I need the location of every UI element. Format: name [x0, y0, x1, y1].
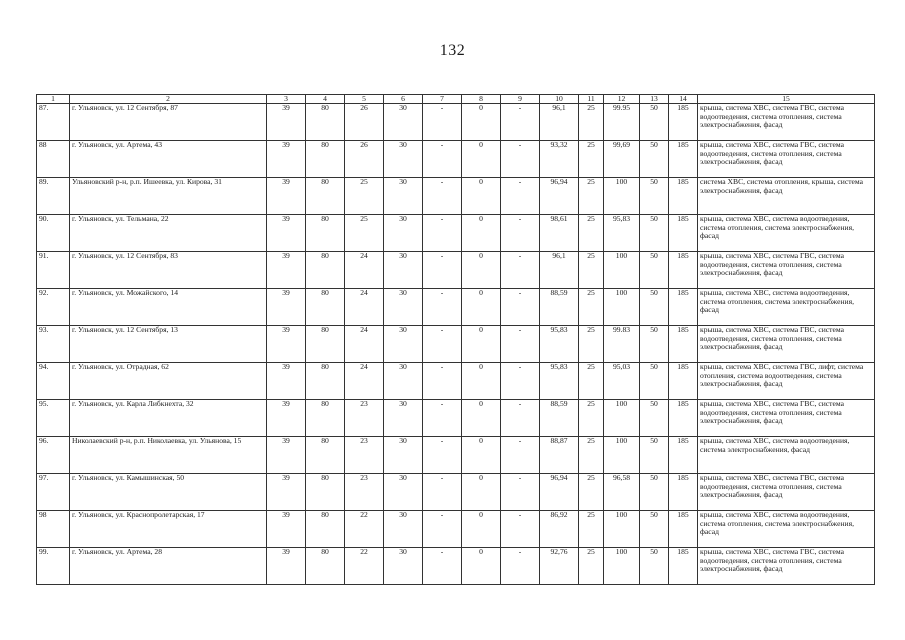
value-cell: 96,94	[540, 178, 579, 215]
table-row	[37, 326, 875, 363]
value-cell: 25	[345, 178, 384, 215]
table-row	[37, 400, 875, 437]
value-cell: 88,59	[540, 289, 579, 326]
value-cell: 99.83	[604, 326, 640, 363]
table-row	[37, 474, 875, 511]
value-cell: 0	[462, 141, 501, 178]
table-row	[37, 252, 875, 289]
value-cell: -	[501, 363, 540, 400]
value-cell: 25	[579, 474, 604, 511]
value-cell: 24	[345, 252, 384, 289]
value-cell: 25	[579, 104, 604, 141]
value-cell: 98,61	[540, 215, 579, 252]
value-cell: 185	[669, 548, 698, 585]
value-cell: -	[501, 289, 540, 326]
value-cell: 185	[669, 104, 698, 141]
value-cell: 50	[640, 289, 669, 326]
value-cell: 99.95	[604, 104, 640, 141]
value-cell: 185	[669, 252, 698, 289]
value-cell: 80	[306, 289, 345, 326]
works-cell: крыша, система ХВС, система ГВС, система водоотведения, система отопления, система электроснабжения, фасад	[698, 548, 875, 585]
column-header: 11	[579, 95, 604, 104]
value-cell: -	[423, 215, 462, 252]
value-cell: 50	[640, 437, 669, 474]
address-cell: Ульяновский р-н, р.п. Ишеевка, ул. Кирова, 31	[70, 178, 267, 215]
value-cell: 0	[462, 400, 501, 437]
value-cell: 80	[306, 215, 345, 252]
works-cell: крыша, система ХВС, система ГВС, система водоотведения, система отопления, система электроснабжения, фасад	[698, 104, 875, 141]
value-cell: 25	[579, 437, 604, 474]
value-cell: -	[423, 289, 462, 326]
value-cell: 25	[345, 215, 384, 252]
table-row	[37, 363, 875, 400]
row-number: 90.	[37, 215, 70, 252]
value-cell: 50	[640, 215, 669, 252]
value-cell: 30	[384, 104, 423, 141]
value-cell: 30	[384, 548, 423, 585]
value-cell: 25	[579, 178, 604, 215]
value-cell: 50	[640, 474, 669, 511]
address-cell: г. Ульяновск, ул. Артема, 43	[70, 141, 267, 178]
table-row	[37, 215, 875, 252]
value-cell: -	[423, 252, 462, 289]
value-cell: 100	[604, 511, 640, 548]
value-cell: 86,92	[540, 511, 579, 548]
value-cell: 24	[345, 363, 384, 400]
value-cell: 100	[604, 289, 640, 326]
address-cell: г. Ульяновск, ул. 12 Сентября, 83	[70, 252, 267, 289]
value-cell: 30	[384, 215, 423, 252]
table-row	[37, 437, 875, 474]
value-cell: -	[423, 326, 462, 363]
value-cell: 99,69	[604, 141, 640, 178]
value-cell: 39	[267, 400, 306, 437]
value-cell: 185	[669, 437, 698, 474]
column-header: 9	[501, 95, 540, 104]
value-cell: 80	[306, 437, 345, 474]
column-header: 10	[540, 95, 579, 104]
row-number: 95.	[37, 400, 70, 437]
works-cell: система ХВС, система отопления, крыша, система электроснабжения, фасад	[698, 178, 875, 215]
value-cell: 95,83	[604, 215, 640, 252]
value-cell: 23	[345, 437, 384, 474]
value-cell: 50	[640, 511, 669, 548]
value-cell: 39	[267, 437, 306, 474]
value-cell: -	[501, 474, 540, 511]
value-cell: 80	[306, 400, 345, 437]
works-cell: крыша, система ХВС, система водоотведения, система отопления, система электроснабжения, фасад	[698, 289, 875, 326]
works-cell: крыша, система ХВС, система ГВС, система водоотведения, система отопления, система электроснабжения, фасад	[698, 252, 875, 289]
value-cell: -	[423, 548, 462, 585]
works-cell: крыша, система ХВС, система водоотведения, система отопления, система электроснабжения, фасад	[698, 215, 875, 252]
value-cell: 39	[267, 215, 306, 252]
value-cell: 95,83	[540, 326, 579, 363]
value-cell: 80	[306, 511, 345, 548]
value-cell: 30	[384, 252, 423, 289]
value-cell: 95,03	[604, 363, 640, 400]
value-cell: 96,58	[604, 474, 640, 511]
value-cell: -	[501, 511, 540, 548]
value-cell: 0	[462, 215, 501, 252]
value-cell: 39	[267, 363, 306, 400]
value-cell: 30	[384, 326, 423, 363]
row-number: 98	[37, 511, 70, 548]
address-cell: г. Ульяновск, ул. Камышинская, 50	[70, 474, 267, 511]
value-cell: -	[501, 326, 540, 363]
value-cell: 80	[306, 363, 345, 400]
value-cell: 25	[579, 289, 604, 326]
value-cell: 80	[306, 326, 345, 363]
value-cell: 25	[579, 215, 604, 252]
row-number: 96.	[37, 437, 70, 474]
value-cell: 25	[579, 511, 604, 548]
value-cell: 30	[384, 178, 423, 215]
value-cell: 100	[604, 437, 640, 474]
table-row	[37, 289, 875, 326]
value-cell: 39	[267, 289, 306, 326]
address-cell: г. Ульяновск, ул. Отрадная, 62	[70, 363, 267, 400]
row-number: 87.	[37, 104, 70, 141]
value-cell: -	[423, 104, 462, 141]
table-row	[37, 511, 875, 548]
value-cell: -	[501, 548, 540, 585]
column-header: 2	[70, 95, 267, 104]
value-cell: 96,94	[540, 474, 579, 511]
column-header: 3	[267, 95, 306, 104]
column-header: 7	[423, 95, 462, 104]
value-cell: 39	[267, 104, 306, 141]
column-header: 6	[384, 95, 423, 104]
address-cell: г. Ульяновск, ул. 12 Сентября, 87	[70, 104, 267, 141]
value-cell: 0	[462, 326, 501, 363]
works-cell: крыша, система ХВС, система водоотведения, система отопления, система электроснабжения, фасад	[698, 511, 875, 548]
value-cell: 23	[345, 474, 384, 511]
value-cell: 96,1	[540, 252, 579, 289]
value-cell: 80	[306, 474, 345, 511]
value-cell: 22	[345, 548, 384, 585]
table-row	[37, 178, 875, 215]
value-cell: 80	[306, 252, 345, 289]
row-number: 99.	[37, 548, 70, 585]
value-cell: 185	[669, 289, 698, 326]
value-cell: -	[423, 511, 462, 548]
address-cell: г. Ульяновск, ул. Артема, 28	[70, 548, 267, 585]
value-cell: 0	[462, 289, 501, 326]
address-cell: Николаевский р-н, р.п. Николаевка, ул. Ульянова, 15	[70, 437, 267, 474]
column-header: 15	[698, 95, 875, 104]
address-cell: г. Ульяновск, ул. Карла Либкнехта, 32	[70, 400, 267, 437]
value-cell: -	[501, 141, 540, 178]
value-cell: -	[423, 474, 462, 511]
value-cell: 0	[462, 474, 501, 511]
value-cell: 22	[345, 511, 384, 548]
value-cell: 0	[462, 363, 501, 400]
column-header: 12	[604, 95, 640, 104]
row-number: 88	[37, 141, 70, 178]
value-cell: -	[501, 104, 540, 141]
value-cell: -	[501, 437, 540, 474]
value-cell: -	[501, 178, 540, 215]
row-number: 93.	[37, 326, 70, 363]
value-cell: 50	[640, 363, 669, 400]
value-cell: 24	[345, 326, 384, 363]
value-cell: 50	[640, 141, 669, 178]
value-cell: 25	[579, 252, 604, 289]
row-number: 94.	[37, 363, 70, 400]
value-cell: 185	[669, 400, 698, 437]
column-header: 14	[669, 95, 698, 104]
value-cell: 25	[579, 363, 604, 400]
table-row	[37, 548, 875, 585]
value-cell: 185	[669, 178, 698, 215]
value-cell: 50	[640, 104, 669, 141]
value-cell: 39	[267, 178, 306, 215]
value-cell: -	[501, 215, 540, 252]
column-header: 1	[37, 95, 70, 104]
value-cell: 0	[462, 252, 501, 289]
value-cell: 93,32	[540, 141, 579, 178]
value-cell: 39	[267, 511, 306, 548]
value-cell: 39	[267, 141, 306, 178]
value-cell: 30	[384, 141, 423, 178]
value-cell: 24	[345, 289, 384, 326]
value-cell: 26	[345, 141, 384, 178]
value-cell: 30	[384, 511, 423, 548]
value-cell: 185	[669, 215, 698, 252]
value-cell: 92,76	[540, 548, 579, 585]
address-cell: г. Ульяновск, ул. 12 Сентября, 13	[70, 326, 267, 363]
works-cell: крыша, система ХВС, система ГВС, лифт, система отопления, система водоотведения, система электроснабжения, фасад	[698, 363, 875, 400]
value-cell: 39	[267, 252, 306, 289]
column-header: 4	[306, 95, 345, 104]
value-cell: 100	[604, 400, 640, 437]
column-header: 8	[462, 95, 501, 104]
value-cell: 0	[462, 511, 501, 548]
value-cell: -	[501, 400, 540, 437]
value-cell: 100	[604, 178, 640, 215]
row-number: 91.	[37, 252, 70, 289]
value-cell: 80	[306, 141, 345, 178]
column-header: 5	[345, 95, 384, 104]
value-cell: -	[501, 252, 540, 289]
value-cell: 96,1	[540, 104, 579, 141]
value-cell: 50	[640, 252, 669, 289]
value-cell: 25	[579, 548, 604, 585]
value-cell: 88,59	[540, 400, 579, 437]
value-cell: 100	[604, 548, 640, 585]
value-cell: 185	[669, 511, 698, 548]
value-cell: 39	[267, 474, 306, 511]
value-cell: 30	[384, 474, 423, 511]
address-cell: г. Ульяновск, ул. Тельмана, 22	[70, 215, 267, 252]
value-cell: -	[423, 363, 462, 400]
works-cell: крыша, система ХВС, система ГВС, система водоотведения, система отопления, система электроснабжения, фасад	[698, 326, 875, 363]
value-cell: 100	[604, 252, 640, 289]
value-cell: 39	[267, 326, 306, 363]
row-number: 97.	[37, 474, 70, 511]
table-row	[37, 141, 875, 178]
value-cell: 185	[669, 363, 698, 400]
works-cell: крыша, система ХВС, система ГВС, система водоотведения, система отопления, система электроснабжения, фасад	[698, 474, 875, 511]
value-cell: 185	[669, 141, 698, 178]
value-cell: 25	[579, 141, 604, 178]
value-cell: -	[423, 141, 462, 178]
value-cell: 30	[384, 400, 423, 437]
value-cell: 50	[640, 326, 669, 363]
value-cell: 0	[462, 548, 501, 585]
value-cell: 50	[640, 400, 669, 437]
value-cell: 30	[384, 363, 423, 400]
value-cell: 39	[267, 548, 306, 585]
value-cell: -	[423, 400, 462, 437]
value-cell: 80	[306, 178, 345, 215]
value-cell: 30	[384, 437, 423, 474]
value-cell: 185	[669, 474, 698, 511]
value-cell: 95,83	[540, 363, 579, 400]
value-cell: 80	[306, 548, 345, 585]
value-cell: 25	[579, 326, 604, 363]
value-cell: -	[423, 437, 462, 474]
address-cell: г. Ульяновск, ул. Краснопролетарская, 17	[70, 511, 267, 548]
column-header: 13	[640, 95, 669, 104]
value-cell: 185	[669, 326, 698, 363]
works-cell: крыша, система ХВС, система водоотведения, система электроснабжения, фасад	[698, 437, 875, 474]
address-cell: г. Ульяновск, ул. Можайского, 14	[70, 289, 267, 326]
data-table	[36, 94, 875, 585]
value-cell: 50	[640, 178, 669, 215]
value-cell: -	[423, 178, 462, 215]
works-cell: крыша, система ХВС, система ГВС, система водоотведения, система отопления, система электроснабжения, фасад	[698, 400, 875, 437]
table-body	[37, 104, 875, 585]
value-cell: 26	[345, 104, 384, 141]
row-number: 92.	[37, 289, 70, 326]
value-cell: 0	[462, 104, 501, 141]
row-number: 89.	[37, 178, 70, 215]
table-row	[37, 104, 875, 141]
value-cell: 80	[306, 104, 345, 141]
value-cell: 50	[640, 548, 669, 585]
value-cell: 23	[345, 400, 384, 437]
value-cell: 25	[579, 400, 604, 437]
value-cell: 0	[462, 437, 501, 474]
value-cell: 0	[462, 178, 501, 215]
value-cell: 88,87	[540, 437, 579, 474]
value-cell: 30	[384, 289, 423, 326]
works-cell: крыша, система ХВС, система ГВС, система водоотведения, система отопления, система электроснабжения, фасад	[698, 141, 875, 178]
page-number: 132	[439, 42, 466, 59]
